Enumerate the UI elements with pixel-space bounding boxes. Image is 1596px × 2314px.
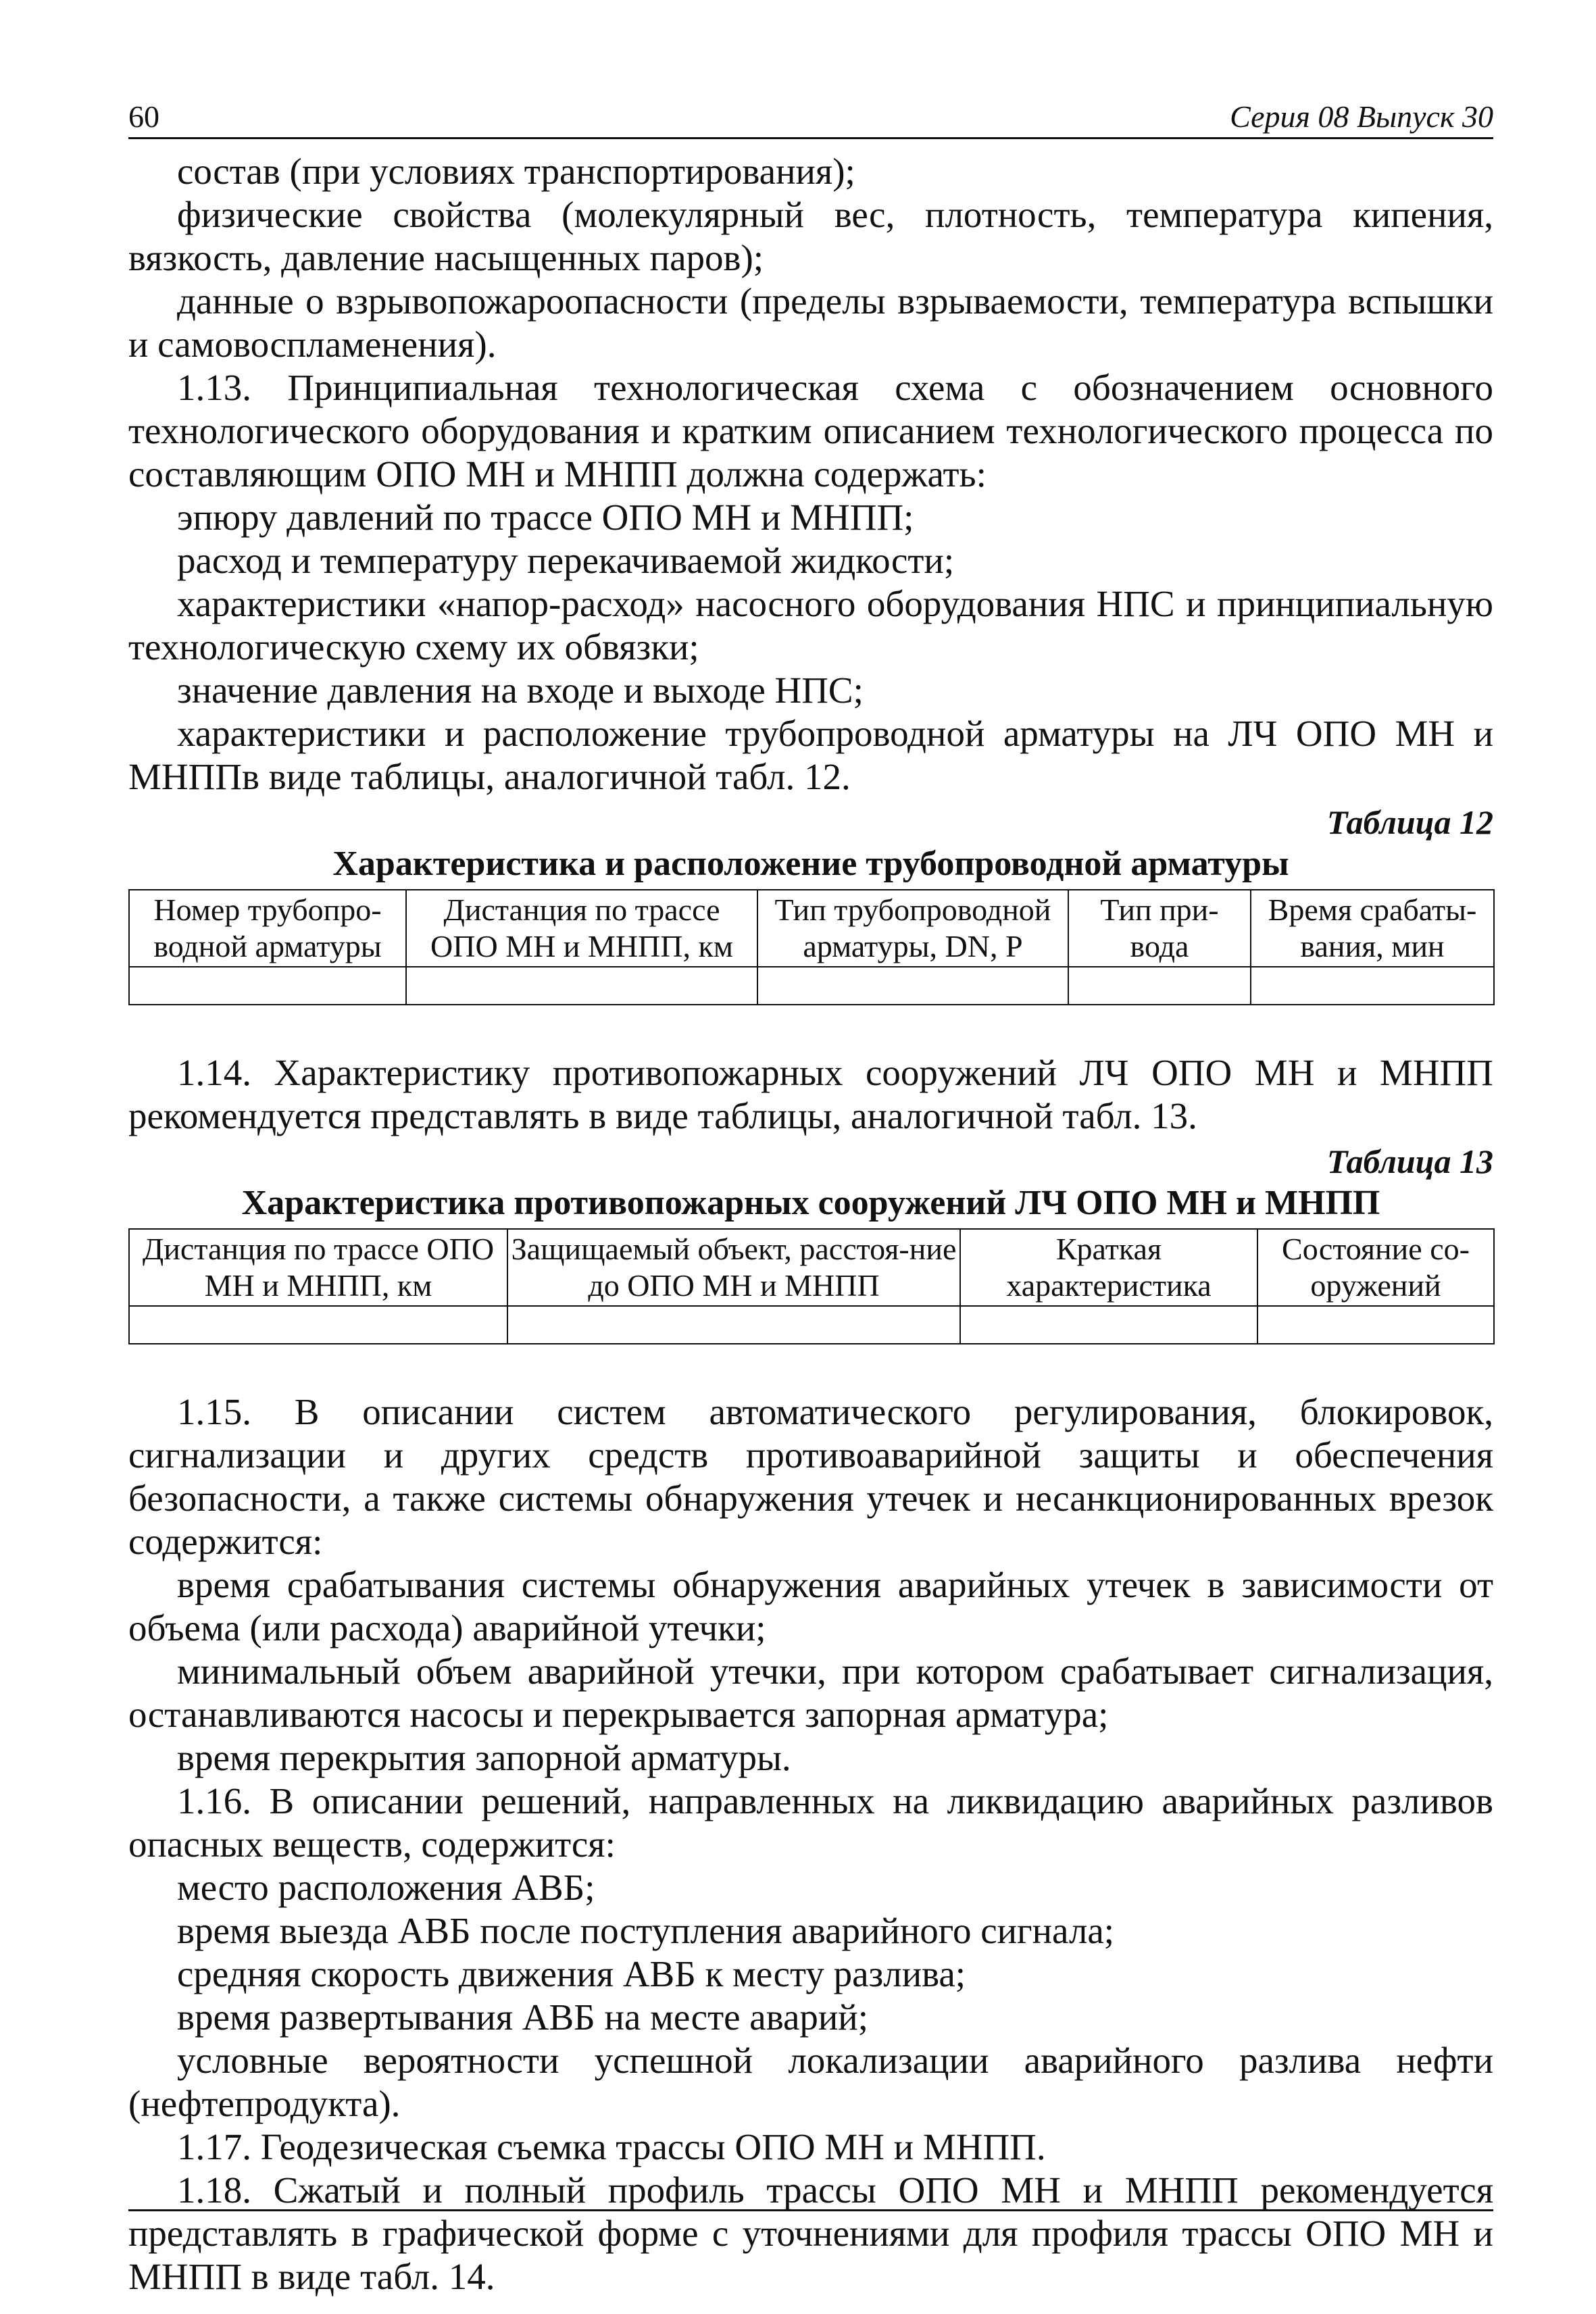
- paragraph: 1.13. Принципиальная технологическая схема с обозначением основного технологического оборудования и кратким описанием технологического процесса по составляющим ОПО МН и МНПП должна содержать:: [128, 367, 1493, 495]
- table-cell: [1068, 967, 1251, 1005]
- paragraph: время перекрытия запорной арматуры.: [177, 1737, 791, 1778]
- footer-rule: [128, 2209, 1493, 2211]
- table-cell: [960, 1306, 1257, 1344]
- table-cell: [1251, 967, 1494, 1005]
- table-cell: [129, 1306, 507, 1344]
- table-cell: [1257, 1306, 1494, 1344]
- table-cell: [757, 967, 1068, 1005]
- table-13-label: Таблица 13: [1326, 1142, 1493, 1180]
- table-cell: [406, 967, 757, 1005]
- table-header-cell: Тип трубопроводной арматуры, DN, P: [757, 890, 1068, 967]
- table-row: [129, 1306, 1494, 1344]
- paragraph: значение давления на входе и выходе НПС;: [177, 670, 864, 711]
- table-12-title: Характеристика и расположение трубопроводной арматуры: [332, 845, 1289, 883]
- paragraph: характеристики и расположение трубопроводной арматуры на ЛЧ ОПО МН и МНППв виде таблицы, аналогичной табл. 12.: [128, 713, 1493, 797]
- page-header: [128, 98, 1493, 139]
- paragraph: 1.14. Характеристику противопожарных сооружений ЛЧ ОПО МН и МНПП рекомендуется представлять в виде таблицы, аналогичной табл. 13.: [128, 1052, 1493, 1136]
- page-number: 60: [128, 99, 159, 134]
- paragraph: 1.15. В описании систем автоматического регулирования, блокировок, сигнализации и других средств противоаварийной защиты и обеспечения безопасности, а также системы обнаружения утечек и несанкционированных врезок содержится:: [128, 1391, 1493, 1562]
- paragraph: место расположения АВБ;: [177, 1867, 595, 1908]
- table-cell: [129, 967, 406, 1005]
- paragraph: эпюру давлений по трассе ОПО МН и МНПП;: [177, 497, 914, 538]
- table-header-cell: Защищаемый объект, расстоя-ние до ОПО МН и МНПП: [507, 1229, 960, 1306]
- paragraph: время развертывания АВБ на месте аварий;: [177, 1996, 869, 2038]
- table-header-cell: Дистанция по трассе ОПО МН и МНПП, км: [406, 890, 757, 967]
- table-header-cell: Краткая характеристика: [960, 1229, 1257, 1306]
- table-header-row: [129, 1229, 1494, 1306]
- paragraph: данные о взрывопожароопасности (пределы взрываемости, температура вспышки и самовоспламенения).: [128, 280, 1493, 365]
- table-header-cell: Номер трубопро-водной арматуры: [129, 890, 406, 967]
- table-12-label: Таблица 12: [1326, 803, 1493, 841]
- paragraph: 1.16. В описании решений, направленных на ликвидацию аварийных разливов опасных веществ, содержится:: [128, 1780, 1493, 1865]
- table-header-row: [129, 890, 1494, 967]
- series-title: Серия 08 Выпуск 30: [1230, 99, 1493, 134]
- table-row: [129, 967, 1494, 1005]
- paragraph: время срабатывания системы обнаружения аварийных утечек в зависимости от объема (или расхода) аварийной утечки;: [128, 1564, 1493, 1649]
- table-cell: [507, 1306, 960, 1344]
- table-header-cell: Дистанция по трассе ОПО МН и МНПП, км: [129, 1229, 507, 1306]
- table-13: [128, 1228, 1495, 1344]
- paragraph: условные вероятности успешной локализации аварийного разлива нефти (нефтепродукта).: [128, 2040, 1493, 2124]
- paragraph: время выезда АВБ после поступления аварийного сигнала;: [177, 1910, 1115, 1951]
- paragraph: расход и температуру перекачиваемой жидкости;: [177, 540, 955, 581]
- paragraph: характеристики «напор-расход» насосного оборудования НПС и принципиальную технологическую схему их обвязки;: [128, 583, 1493, 668]
- table-header-cell: Время срабаты-вания, мин: [1251, 890, 1494, 967]
- table-13-title: Характеристика противопожарных сооружений ЛЧ ОПО МН и МНПП: [241, 1184, 1380, 1222]
- table-header-cell: Состояние со-оружений: [1257, 1229, 1494, 1306]
- paragraph: физические свойства (молекулярный вес, плотность, температура кипения, вязкость, давление насыщенных паров);: [128, 194, 1493, 278]
- paragraph: 1.18. Сжатый и полный профиль трассы ОПО МН и МНПП рекомендуется представлять в графической форме с уточнениями для профиля трассы ОПО МН и МНПП в виде табл. 14.: [128, 2169, 1493, 2297]
- paragraph: средняя скорость движения АВБ к месту разлива;: [177, 1953, 966, 1994]
- paragraph: 1.17. Геодезическая съемка трассы ОПО МН и МНПП.: [177, 2126, 1046, 2167]
- table-12: [128, 889, 1495, 1005]
- table-header-cell: Тип при-вода: [1068, 890, 1251, 967]
- paragraph: минимальный объем аварийной утечки, при котором срабатывает сигнализация, останавливаются насосы и перекрывается запорная арматура;: [128, 1651, 1493, 1735]
- paragraph: состав (при условиях транспортирования);: [177, 151, 855, 192]
- page-body: [128, 150, 1493, 2298]
